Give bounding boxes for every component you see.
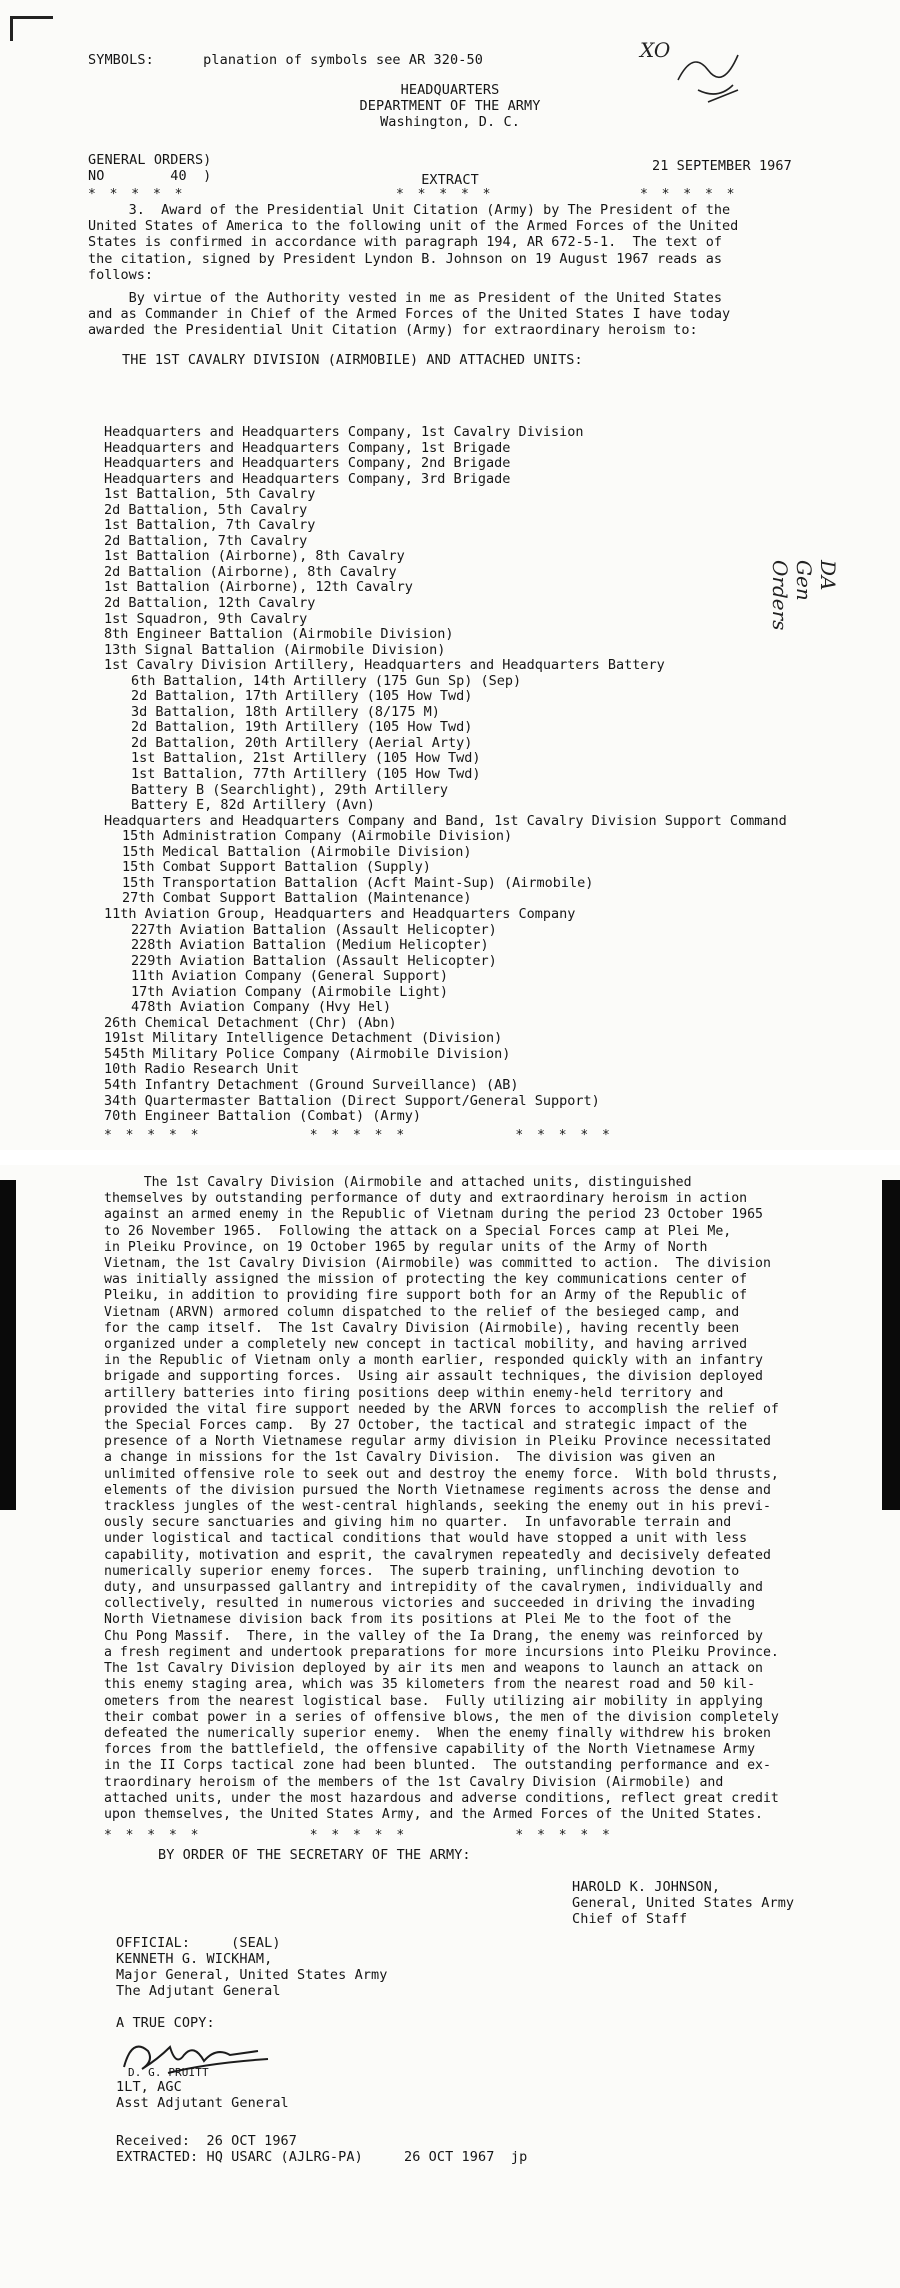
unit-list-item: 227th Aviation Battalion (Assault Helicopter) bbox=[131, 921, 497, 938]
chief-of-staff-name: HAROLD K. JOHNSON, bbox=[572, 1879, 721, 1895]
official-seal-line: OFFICIAL: (SEAL) bbox=[116, 1935, 281, 1951]
chief-of-staff-rank: General, United States Army bbox=[572, 1895, 795, 1911]
unit-list-item: Battery B (Searchlight), 29th Artillery bbox=[131, 781, 448, 798]
scan-edge-left bbox=[0, 1180, 16, 1510]
general-orders-label: GENERAL ORDERS) bbox=[88, 152, 212, 168]
unit-list-item: 15th Transportation Battalion (Acft Maint-Sup) (Airmobile) bbox=[122, 874, 594, 891]
unit-list-item: 2d Battalion, 19th Artillery (105 How Twd) bbox=[131, 719, 473, 736]
unit-list-item: 2d Battalion, 7th Cavalry bbox=[104, 532, 308, 549]
handwritten-annotation-top: XO bbox=[640, 38, 671, 62]
unit-list-item: 1st Battalion, 77th Artillery (105 How Twd) bbox=[131, 766, 481, 783]
unit-list-item: 191st Military Intelligence Detachment (Division) bbox=[104, 1030, 503, 1047]
unit-list-item: 34th Quartermaster Battalion (Direct Support/General Support) bbox=[104, 1092, 600, 1109]
unit-list-item: 70th Engineer Battalion (Combat) (Army) bbox=[104, 1108, 421, 1125]
unit-list-item: 11th Aviation Company (General Support) bbox=[131, 968, 448, 985]
stars-center: * * * * * bbox=[396, 187, 494, 202]
hq-line-1: HEADQUARTERS bbox=[400, 82, 500, 98]
scan-edge-right bbox=[882, 1180, 900, 1510]
unit-list-item: 26th Chemical Detachment (Chr) (Abn) bbox=[104, 1014, 397, 1031]
unit-list-item: 11th Aviation Group, Headquarters and Headquarters Company bbox=[104, 905, 576, 922]
unit-list-item: 1st Battalion (Airborne), 12th Cavalry bbox=[104, 579, 413, 596]
unit-list-item: 228th Aviation Battalion (Medium Helicopter) bbox=[131, 937, 489, 954]
unit-list-item: 15th Administration Company (Airmobile Division) bbox=[122, 828, 513, 845]
stars-row-page-1: * * * * * * * * * * * * * * * bbox=[104, 1128, 613, 1143]
unit-list-item: 2d Battalion, 17th Artillery (105 How Twd) bbox=[131, 688, 473, 705]
stars-left: * * * * * bbox=[88, 187, 186, 202]
adjutant-name: KENNETH G. WICKHAM, bbox=[116, 1951, 273, 1967]
unit-list-item: 545th Military Police Company (Airmobile Division) bbox=[104, 1045, 511, 1062]
unit-list-item: 27th Combat Support Battalion (Maintenance) bbox=[122, 890, 472, 907]
unit-list-item: 1st Battalion, 5th Cavalry bbox=[104, 486, 316, 503]
unit-list-item: 1st Cavalry Division Artillery, Headquarters and Headquarters Battery bbox=[104, 657, 665, 674]
order-date: 21 SEPTEMBER 1967 bbox=[652, 158, 792, 174]
unit-list-item: 6th Battalion, 14th Artillery (175 Gun Sp) (Sep) bbox=[131, 672, 522, 689]
true-copy-label: A TRUE COPY: bbox=[116, 2015, 215, 2031]
symbols-line: SYMBOLS: planation of symbols see AR 320-50 bbox=[88, 52, 483, 68]
by-order-line: BY ORDER OF THE SECRETARY OF THE ARMY: bbox=[158, 1847, 471, 1863]
authority-paragraph: By virtue of the Authority vested in me as President of the United States and as Commander in Chief of the Armed Forces of the United States I have today awarded the Presidential Unit Citation (Army) for extraordinary heroism to: bbox=[88, 290, 731, 339]
document-page-2 bbox=[0, 1165, 900, 2288]
page-gap bbox=[0, 1150, 900, 1165]
unit-list-item: Headquarters and Headquarters Company, 3rd Brigade bbox=[104, 470, 511, 487]
unit-list-item: 229th Aviation Battalion (Assault Helicopter) bbox=[131, 952, 497, 969]
unit-list-item: 2d Battalion, 5th Cavalry bbox=[104, 501, 308, 518]
hq-line-3: Washington, D. C. bbox=[380, 114, 520, 130]
unit-list-item: Headquarters and Headquarters Company, 1st Brigade bbox=[104, 439, 511, 456]
certifier-rank: 1LT, AGC bbox=[116, 2079, 182, 2095]
unit-list-item: 54th Infantry Detachment (Ground Surveillance) (AB) bbox=[104, 1076, 519, 1093]
certifier-name: D. G. PRUITT bbox=[128, 2066, 209, 2079]
unit-list-item: 15th Combat Support Battalion (Supply) bbox=[122, 859, 431, 876]
adjutant-rank: Major General, United States Army bbox=[116, 1967, 388, 1983]
unit-list-item: Headquarters and Headquarters Company and Band, 1st Cavalry Division Support Command bbox=[104, 812, 787, 829]
paragraph-3: 3. Award of the Presidential Unit Citation (Army) by The President of the United States of America to the following unit of the Armed Forces of the United States is confirmed in accordance with paragraph 194, AR 672-5-1. The text of the citation, signed by President Lyndon B. Johnson on 19 August 1967 reads as follows: bbox=[88, 202, 739, 283]
chief-of-staff-title: Chief of Staff bbox=[572, 1911, 688, 1927]
unit-list-item: 478th Aviation Company (Hvy Hel) bbox=[131, 999, 392, 1016]
stars-row-page-2: * * * * * * * * * * * * * * * bbox=[104, 1828, 613, 1843]
handwritten-annotation-side: DA Gen Orders bbox=[768, 560, 840, 631]
division-heading: THE 1ST CAVALRY DIVISION (AIRMOBILE) AND ATTACHED UNITS: bbox=[122, 352, 583, 368]
unit-list-item: Headquarters and Headquarters Company, 2nd Brigade bbox=[104, 455, 511, 472]
adjutant-title: The Adjutant General bbox=[116, 1983, 281, 1999]
unit-list-item: 13th Signal Battalion (Airmobile Division) bbox=[104, 641, 446, 658]
unit-list-item: 2d Battalion (Airborne), 8th Cavalry bbox=[104, 563, 397, 580]
extracted-stamp: EXTRACTED: HQ USARC (AJLRG-PA) 26 OCT 1967 jp bbox=[116, 2149, 528, 2165]
unit-list-item: 1st Battalion, 7th Cavalry bbox=[104, 517, 316, 534]
received-stamp: Received: 26 OCT 1967 bbox=[116, 2133, 298, 2149]
hq-line-2: DEPARTMENT OF THE ARMY bbox=[359, 98, 541, 114]
unit-list-item: Headquarters and Headquarters Company, 1st Cavalry Division bbox=[104, 424, 584, 440]
extract-label: EXTRACT bbox=[421, 172, 479, 188]
unit-list-item: 1st Battalion, 21st Artillery (105 How Twd) bbox=[131, 750, 481, 767]
general-orders-number: NO 40 ) bbox=[88, 168, 212, 184]
unit-list bbox=[104, 425, 864, 1125]
unit-list-item: 10th Radio Research Unit bbox=[104, 1061, 300, 1078]
unit-list-item: Battery E, 82d Artillery (Avn) bbox=[131, 797, 375, 814]
scan-corner-mark bbox=[10, 16, 53, 41]
unit-list-item: 8th Engineer Battalion (Airmobile Division) bbox=[104, 626, 454, 643]
unit-list-item: 3d Battalion, 18th Artillery (8/175 M) bbox=[131, 703, 440, 720]
unit-list-item: 1st Battalion (Airborne), 8th Cavalry bbox=[104, 548, 405, 565]
unit-list-item: 17th Aviation Company (Airmobile Light) bbox=[131, 983, 448, 1000]
certifier-title: Asst Adjutant General bbox=[116, 2095, 289, 2111]
unit-list-item: 15th Medical Battalion (Airmobile Division) bbox=[122, 843, 472, 860]
unit-list-item: 1st Squadron, 9th Cavalry bbox=[104, 610, 308, 627]
citation-text: The 1st Cavalry Division (Airmobile and attached units, distinguished themselves by outstanding performance of duty and extraordinary heroism in action against an armed enemy in the Republic of Vietnam during the period 23 October 1965 to 26 November 1965. Following the attack on a Special Forces camp at Plei Me, in Pleiku Province, on 19 October 1965 by regular units of the Army of North Vietnam, the 1st Cavalry Division (Airmobile) was committed to action. The division was initially assigned the mission of protecting the key communications center of Pleiku, in addition to providing fire support both for an Army of the Republic of Vietnam (ARVN) armored column dispatched to the relief of the besieged camp, and for the camp itself. The 1st Cavalry Division (Airmobile), having recently been organized under a completely new concept in tactical mobility, and having arrived in the Republic of Vietnam only a month earlier, responded quickly with an infantry brigade and supporting forces. Using air assault techniques, the division deployed artillery batteries into firing positions deep within enemy-held territory and provided the vital fire support needed by the ARVN forces to accomplish the relief of the Special Forces camp. By 27 October, the tactical and strategic impact of the presence of a North Vietnamese regular army division in Pleiku Province necessitated a change in missions for the 1st Cavalry Division. The division was given an unlimited offensive role to seek out and destroy the enemy force. With bold thrusts, elements of the division pursued the North Vietnamese regiments across the dense and trackless jungles of the west-central highlands, seeking the enemy out in his previ- ously secure sanctuaries and giving him no quarter. In unfavorable terrain and under logistical and tactical conditions that would have stopped a unit with less capability, motivation and esprit, the cavalrymen repeatedly and decisively defeated numerically superior enemy forces. The superb training, unflinching devotion to duty, and unsurpassed gallantry and intrepidity of the cavalrymen, individually and collectively, resulted in numerous victories and succeeded in driving the invading North Vietnamese division back from its positions at Plei Me to the foot of the Chu Pong Massif. There, in the valley of the Ia Drang, the enemy was reinforced by a fresh regiment and undertook preparations for more incursions into Pleiku Province. The 1st Cavalry Division deployed by air its men and weapons to launch an attack on this enemy staging area, which was 35 kilometers from the nearest road and 50 kil- ometers from the nearest logistical base. Fully utilizing air mobility in applying their combat power in a series of offensive blows, the men of the division completely defeated the numerically superior enemy. When the enemy finally withdrew his broken forces from the battlefield, the offensive capability of the North Vietnamese Army in the II Corps tactical zone had been blunted. The outstanding performance and ex- traordinary heroism of the members of the 1st Cavalry Division (Airmobile) and attached units, under the most hazardous and adverse conditions, reflect great credit upon themselves, the United States Army, and the Armed Forces of the United States. bbox=[104, 1175, 779, 1822]
unit-list-item: 2d Battalion, 12th Cavalry bbox=[104, 595, 316, 612]
stars-right: * * * * * bbox=[640, 187, 738, 202]
unit-list-item: 2d Battalion, 20th Artillery (Aerial Arty) bbox=[131, 734, 473, 751]
